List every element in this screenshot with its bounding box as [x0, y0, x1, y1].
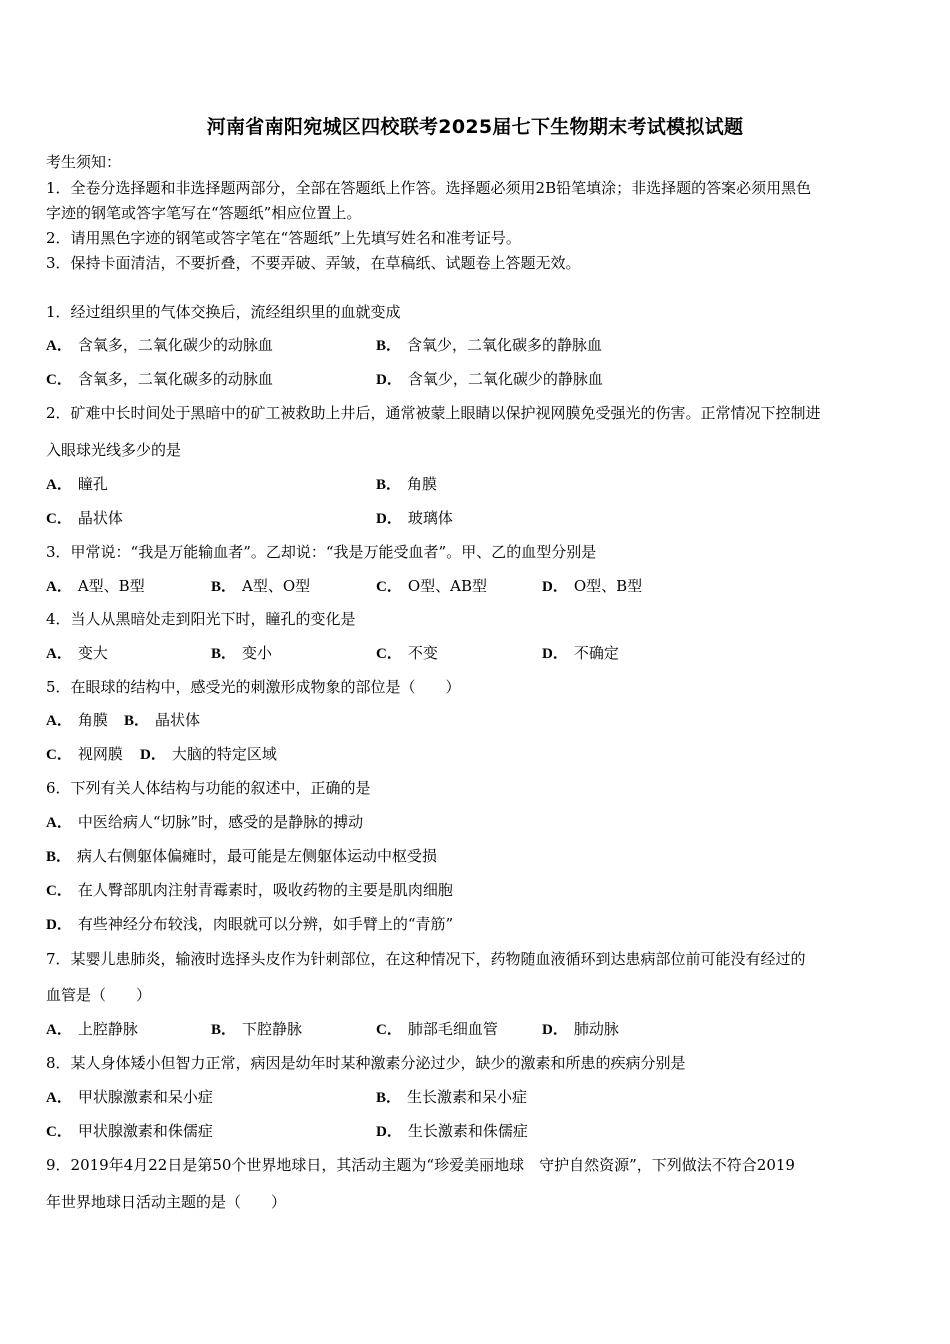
option-a — [46, 474, 108, 495]
option-label: D． — [542, 646, 568, 662]
option-d — [140, 744, 277, 765]
option-text: 肺部毛细血管 — [407, 1020, 498, 1038]
option-label: C． — [46, 372, 72, 388]
question-stem: 8．某人身体矮小但智力正常，病因是幼年时某种激素分泌过少，缺少的激素和所患的疾病分别是 — [46, 1054, 686, 1072]
option-text: 含氧多，二氧化碳少的动脉血 — [77, 336, 273, 354]
option-a — [46, 643, 108, 664]
notice-heading: 考生须知： — [46, 153, 122, 171]
question-stem: 血管是（ ） — [46, 986, 152, 1004]
option-a — [46, 1019, 138, 1040]
option-text: 含氧多，二氧化碳多的动脉血 — [77, 370, 273, 388]
option-label: A． — [46, 477, 72, 493]
option-label: B． — [376, 477, 402, 493]
option-d — [542, 643, 619, 664]
notice-item: 字迹的钢笔或答字笔写在“答题纸”相应位置上。 — [46, 204, 362, 222]
option-label: C． — [46, 511, 72, 527]
option-label: D． — [376, 372, 402, 388]
option-text: 甲状腺激素和呆小症 — [77, 1088, 213, 1106]
option-b — [376, 1087, 527, 1108]
option-d — [376, 508, 453, 529]
question-stem: 6．下列有关人体结构与功能的叙述中，正确的是 — [46, 779, 371, 797]
notice-item: 1．全卷分选择题和非选择题两部分，全部在答题纸上作答。选择题必须用2B铅笔填涂；非选择题的答案必须用黑色 — [46, 179, 812, 197]
option-text: 角膜 — [77, 711, 108, 729]
option-b — [211, 1019, 302, 1040]
option-text: 不变 — [407, 644, 438, 662]
option-b — [376, 335, 602, 356]
option-label: A． — [46, 1090, 72, 1106]
option-b — [376, 474, 437, 495]
option-text: 中医给病人“切脉”时，感受的是静脉的搏动 — [77, 813, 364, 831]
notice-item: 2．请用黑色字迹的钢笔或答字笔在“答题纸”上先填写姓名和准考证号。 — [46, 229, 521, 247]
option-label: A． — [46, 646, 72, 662]
option-label: A． — [46, 815, 72, 831]
option-text: O型、AB型 — [407, 577, 487, 595]
option-b — [124, 710, 200, 731]
option-text: 晶状体 — [155, 711, 201, 729]
option-text: 甲状腺激素和侏儒症 — [77, 1122, 213, 1140]
option-d — [542, 576, 642, 597]
option-c — [46, 369, 273, 390]
question-stem: 4．当人从黑暗处走到阳光下时，瞳孔的变化是 — [46, 610, 356, 628]
option-text: 变大 — [77, 644, 108, 662]
option-label: A． — [46, 579, 72, 595]
option-c — [46, 744, 123, 765]
option-label: C． — [376, 579, 402, 595]
question-stem: 5．在眼球的结构中，感受光的刺激形成物象的部位是（ ） — [46, 678, 461, 696]
option-text: 瞳孔 — [77, 475, 108, 493]
question-stem: 2．矿难中长时间处于黑暗中的矿工被救助上井后，通常被蒙上眼睛以保护视网膜免受强光的伤害。正常情况下控制进 — [46, 404, 821, 422]
option-text: A型、O型 — [242, 577, 311, 595]
option-text: 大脑的特定区域 — [171, 745, 277, 763]
option-c — [46, 508, 123, 529]
option-d — [376, 1121, 528, 1142]
option-label: A． — [46, 713, 72, 729]
question-stem: 3．甲常说：“我是万能输血者”。乙却说：“我是万能受血者”。甲、乙的血型分别是 — [46, 543, 597, 561]
option-label: A． — [46, 1022, 72, 1038]
option-a — [46, 1087, 213, 1108]
option-text: 玻璃体 — [407, 509, 453, 527]
option-text: 含氧少，二氧化碳多的静脉血 — [407, 336, 603, 354]
option-label: B． — [211, 646, 237, 662]
option-text: 生长激素和侏儒症 — [407, 1122, 528, 1140]
question-stem: 年世界地球日活动主题的是（ ） — [46, 1193, 287, 1211]
option-text: 在人臀部肌肉注射青霉素时，吸收药物的主要是肌肉细胞 — [77, 881, 453, 899]
option-label: D． — [542, 1022, 568, 1038]
option-b — [211, 643, 272, 664]
option-a — [46, 710, 108, 731]
option-a — [46, 576, 145, 597]
option-text: A型、B型 — [77, 577, 145, 595]
option-c — [376, 1019, 498, 1040]
option-label: B． — [376, 1090, 402, 1106]
option-label: B． — [124, 713, 150, 729]
option-text: 上腔静脉 — [77, 1020, 138, 1038]
option-label: B． — [211, 579, 237, 595]
option-label: D． — [376, 1124, 402, 1140]
option-text: 变小 — [242, 644, 273, 662]
option-label: C． — [46, 747, 72, 763]
option-label: A． — [46, 338, 72, 354]
option-label: C． — [46, 883, 72, 899]
option-text: 角膜 — [407, 475, 438, 493]
question-stem: 1．经过组织里的气体交换后，流经组织里的血就变成 — [46, 303, 401, 321]
option-label: D． — [542, 579, 568, 595]
option-label: C． — [376, 646, 402, 662]
option-d — [542, 1019, 619, 1040]
option-label: C． — [46, 1124, 72, 1140]
option-c — [46, 880, 453, 901]
option-text: 视网膜 — [77, 745, 123, 763]
option-label: D． — [376, 511, 402, 527]
option-text: 下腔静脉 — [242, 1020, 303, 1038]
option-d — [376, 369, 603, 390]
notice-item: 3．保持卡面清洁，不要折叠，不要弄破、弄皱，在草稿纸、试题卷上答题无效。 — [46, 254, 581, 272]
option-text: 病人右侧躯体偏瘫时，最可能是左侧躯体运动中枢受损 — [77, 847, 438, 865]
option-d — [46, 914, 453, 935]
option-text: 含氧少，二氧化碳少的静脉血 — [407, 370, 603, 388]
option-text: 肺动脉 — [573, 1020, 619, 1038]
option-text: 生长激素和呆小症 — [407, 1088, 528, 1106]
option-a — [46, 335, 273, 356]
option-c — [376, 643, 438, 664]
option-label: D． — [140, 747, 166, 763]
option-label: D． — [46, 917, 72, 933]
option-c — [376, 576, 487, 597]
option-label: B． — [376, 338, 402, 354]
option-label: B． — [46, 849, 72, 865]
question-stem: 7．某婴儿患肺炎，输液时选择头皮作为针刺部位，在这种情况下，药物随血液循环到达患病部位前可能没有经过的 — [46, 950, 806, 968]
option-text: 晶状体 — [77, 509, 123, 527]
exam-title: 河南省南阳宛城区四校联考2025届七下生物期末考试模拟试题 — [206, 116, 744, 138]
option-label: B． — [211, 1022, 237, 1038]
option-b — [211, 576, 310, 597]
option-label: C． — [376, 1022, 402, 1038]
option-b — [46, 846, 437, 867]
option-text: O型、B型 — [573, 577, 643, 595]
option-c — [46, 1121, 213, 1142]
option-text: 有些神经分布较浅，肉眼就可以分辨，如手臂上的“青筋” — [77, 915, 454, 933]
question-stem: 9．2019年4月22日是第50个世界地球日，其活动主题为“珍爱美丽地球 守护自然资源”，下列做法不符合2019 — [46, 1156, 795, 1174]
option-text: 不确定 — [573, 644, 619, 662]
option-a — [46, 812, 363, 833]
question-stem: 入眼球光线多少的是 — [46, 441, 182, 459]
